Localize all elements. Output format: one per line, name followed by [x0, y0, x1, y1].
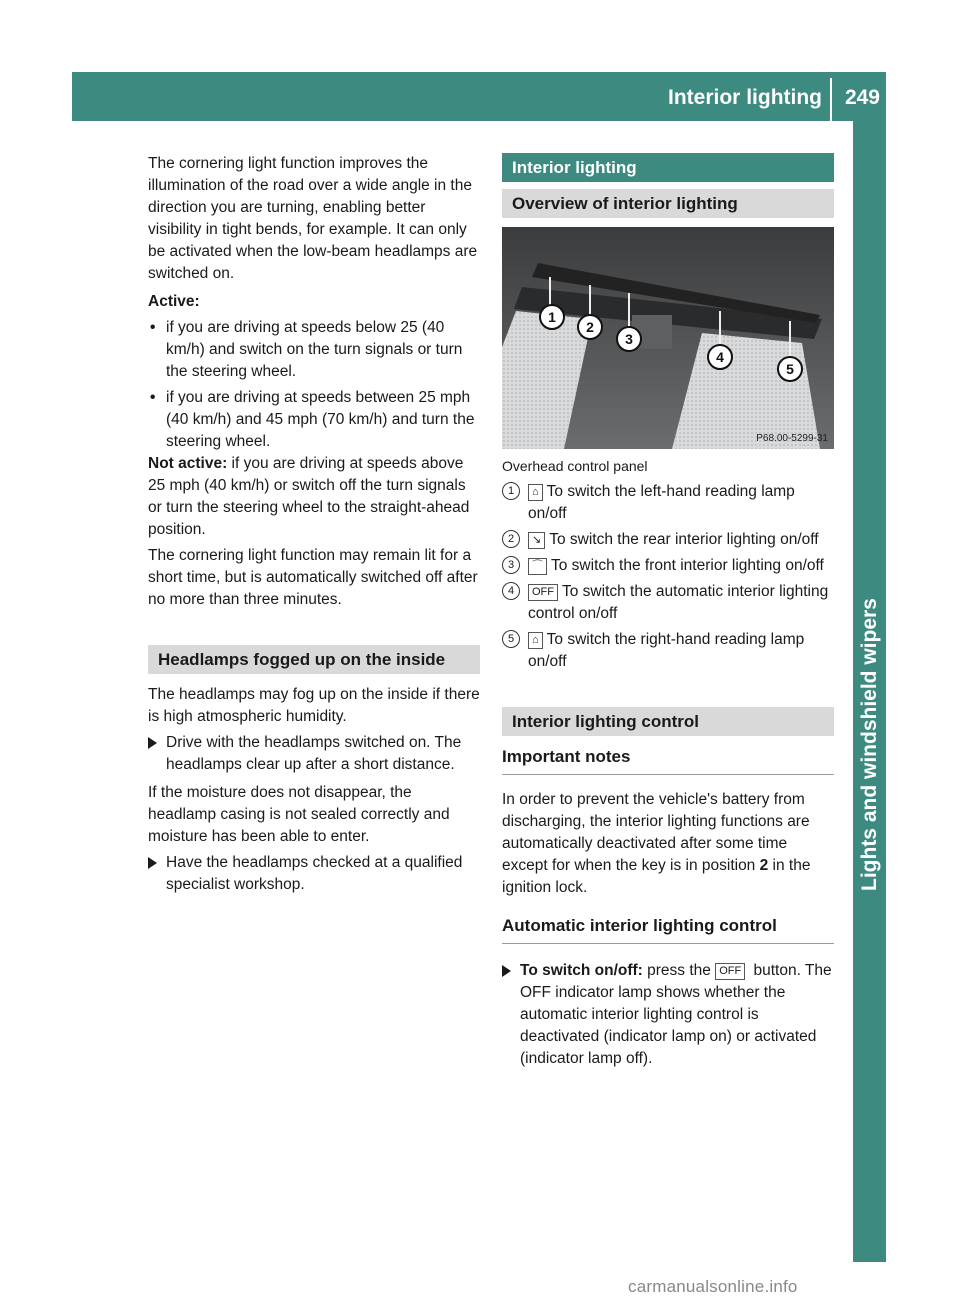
callout-2: 2	[586, 319, 594, 335]
interior-lighting-heading: Interior lighting	[502, 153, 834, 182]
not-active-paragraph: Not active: if you are driving at speeds above 25 mph (40 km/h) or switch off the turn signals or turn the steering wheel to the straight-ahead position.	[148, 455, 470, 538]
fog-section-heading: Headlamps fogged up on the inside	[148, 645, 480, 674]
auto-off-button-icon: OFF	[715, 963, 745, 980]
overhead-panel-photo	[502, 227, 834, 449]
action-arrow-icon	[148, 737, 157, 749]
rear-light-icon: ↘	[528, 532, 545, 549]
intro-paragraph: The cornering light function improves the illumination of the road over a wide angle in the direction you are turning, enabling better visibility in tight bends, for example. It can only be activated when the low-beam headlamps are switched on.	[148, 155, 478, 282]
callout-1: 1	[548, 309, 556, 325]
remain-lit-paragraph: The cornering light function may remain lit for a short time, but is automatically switched off after no more than three minutes.	[148, 547, 478, 608]
not-active-label: Not active:	[148, 455, 228, 472]
auto-off-icon: OFF	[528, 584, 558, 601]
legend-item-4: 4 OFF To switch the automatic interior lighting control on/off	[502, 581, 834, 625]
fog-paragraph-2: If the moisture does not disappear, the headlamp casing is not sealed correctly and moisture has been able to enter.	[148, 784, 450, 845]
callout-5: 5	[786, 361, 794, 377]
notes-paragraph: In order to prevent the vehicle's battery from discharging, the interior lighting functions are automatically deactivated after some time except for when the key is in position 2 in the ignition lock.	[502, 791, 811, 896]
switch-label: To switch on/off:	[520, 962, 643, 979]
page-header-bar	[72, 72, 886, 121]
active-label: Active:	[148, 293, 200, 310]
front-light-icon: ⌒	[528, 558, 547, 575]
legend-item-3: 3 ⌒ To switch the front interior lighting on/off	[502, 555, 834, 577]
switch-action: To switch on/off: press the OFF button. The OFF indicator lamp shows whether the automatic interior lighting control is deactivated (indicator lamp on) or activated (indicator lamp off).	[502, 960, 834, 1070]
control-heading: Interior lighting control	[502, 707, 834, 736]
active-bullet-2: • if you are driving at speeds between 25 mph (40 km/h) and 45 mph (70 km/h) and turn the steering wheel.	[150, 389, 475, 450]
legend-number-5: 5	[502, 630, 520, 648]
bullet-icon: •	[150, 389, 156, 406]
important-notes-heading: Important notes	[502, 746, 834, 775]
automatic-control-heading: Automatic interior lighting control	[502, 915, 834, 944]
image-caption: Overhead control panel	[502, 458, 648, 474]
right-column	[502, 153, 834, 1070]
legend-number-4: 4	[502, 582, 520, 600]
key-position: 2	[759, 857, 769, 874]
callout-4: 4	[716, 349, 724, 365]
legend-number-2: 2	[502, 530, 520, 548]
legend-item-2: 2 ↘ To switch the rear interior lighting on/off	[502, 529, 834, 551]
page-header-title: Interior lighting	[668, 86, 822, 109]
legend-number-3: 3	[502, 556, 520, 574]
legend-item-5: 5 ⌂ To switch the right-hand reading lamp on/off	[502, 629, 834, 673]
image-code: P68.00-5299-31	[756, 433, 828, 444]
fog-action-2: Have the headlamps checked at a qualified specialist workshop.	[148, 852, 480, 896]
watermark: carmanualsonline.info	[628, 1277, 798, 1296]
side-chapter-tab	[853, 121, 886, 1262]
page-number: 249	[844, 86, 880, 109]
side-chapter-label: Lights and windshield wipers	[858, 598, 881, 891]
overview-heading: Overview of interior lighting	[502, 189, 834, 218]
fog-paragraph: The headlamps may fog up on the inside if there is high atmospheric humidity.	[148, 686, 480, 725]
left-column	[148, 153, 480, 896]
action-arrow-icon	[502, 965, 511, 977]
fog-action-1: Drive with the headlamps switched on. The headlamps clear up after a short distance.	[148, 732, 480, 776]
overhead-panel-illustration	[502, 227, 834, 449]
header-separator	[830, 78, 832, 121]
callout-3: 3	[625, 331, 633, 347]
bullet-icon: •	[150, 319, 156, 336]
active-bullet-1: • if you are driving at speeds below 25 (40 km/h) and switch on the turn signals or turn the steering wheel.	[150, 319, 463, 380]
reading-lamp-icon: ⌂	[528, 632, 543, 649]
legend-number-1: 1	[502, 482, 520, 500]
reading-lamp-icon: ⌂	[528, 484, 543, 501]
action-arrow-icon	[148, 857, 157, 869]
legend-item-1: 1 ⌂ To switch the left-hand reading lamp on/off	[502, 481, 834, 525]
